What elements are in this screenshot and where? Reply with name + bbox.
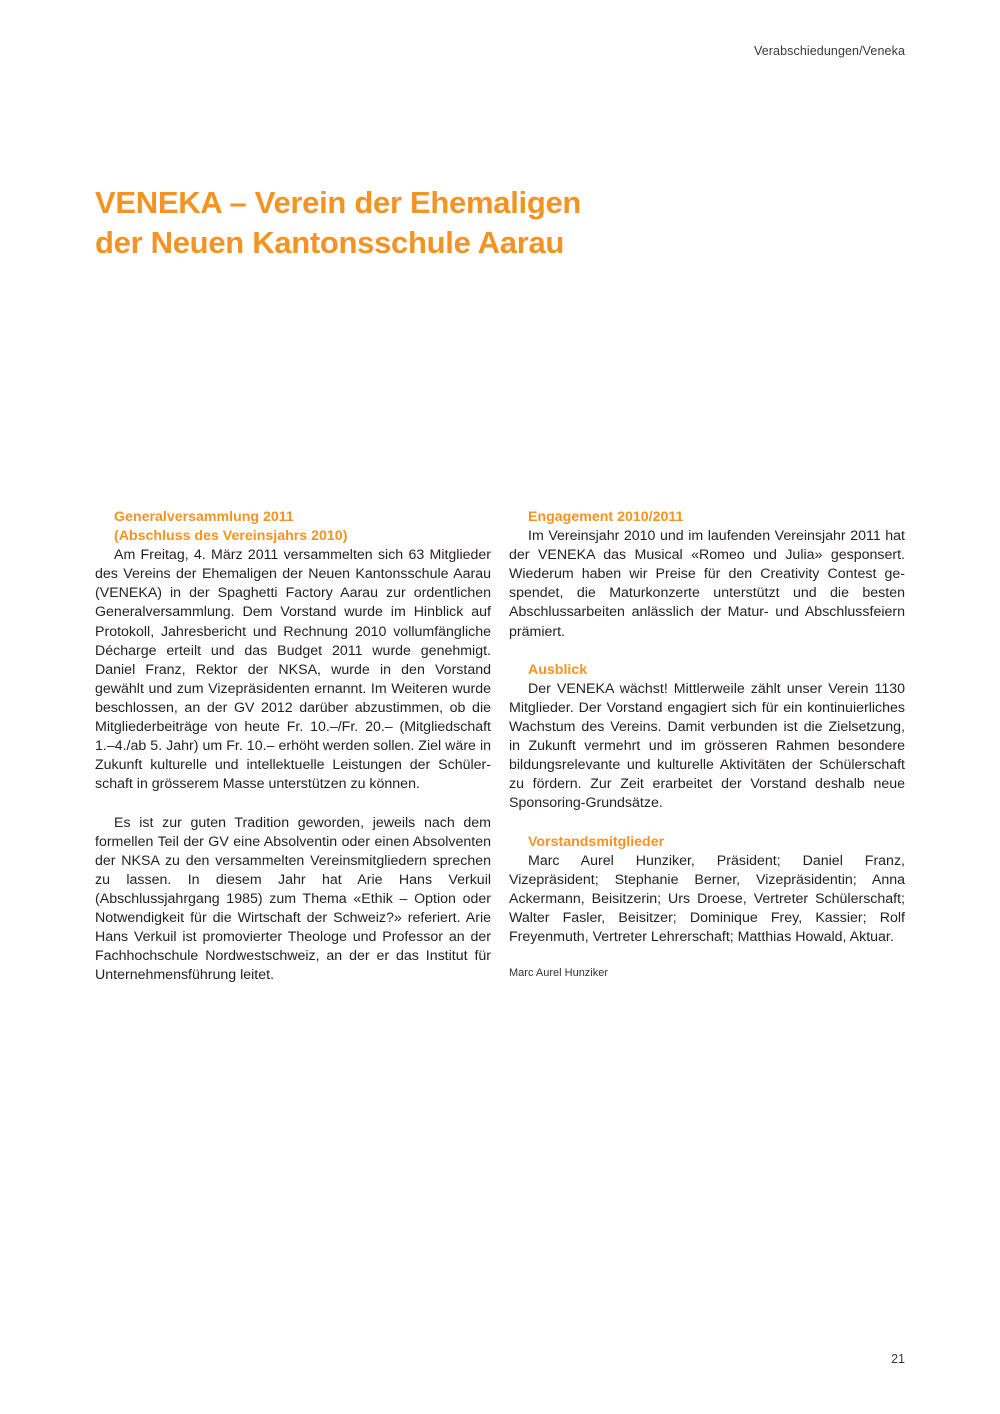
section-heading-engagement: Engagement 2010/2011: [528, 509, 684, 525]
heading-line-1: Generalversammlung 2011: [114, 509, 294, 525]
section-heading-vorstand: Vorstandsmitglieder: [528, 833, 665, 850]
paragraph-tradition: Es ist zur guten Tradition geworden, jeweils nach dem formellen Teil der GV eine Absolventin oder einen Absolventen der NKSA zu den versammelten Vereinsmitgliedern sprechen zu lassen. In diesem Jahr hat Arie Hans Verkuil (Abschlussjahrgang 1985) zum Thema «Ethik – Option oder Notwendigkeit für die Wirtschaft der Schweiz?» referiert. Arie Hans Verkuil ist promovierter Theologe und Professor an der Fachhochschule Nordwestschweiz, an der er das Institut für Unternehmensführung leitet.: [95, 814, 491, 984]
page-number: 21: [891, 1352, 905, 1366]
author-signature: Marc Aurel Hunziker: [509, 967, 609, 980]
paragraph-generalversammlung: Am Freitag, 4. März 2011 versammelten sich 63 Mitglieder des Vereins der Ehemaligen der Neuen Kantonsschule Aarau (VENEKA) in der Spaghetti Factory Aarau zur ordentlichen Generalversammlung. Dem Vorstand wurde im Hinblick auf Protokoll, Jahresbericht und Rechnung 2010 vollumfängliche Décharge erteilt und das Budget 2011 wurde genehmigt. Daniel Franz, Rektor der NKSA, wurde in den Vorstand gewählt und zum Vizepräsidenten ernannt. Im Weiteren wurde beschlossen, an der GV 2012 darüber abzustimmen, ob die Mitgliederbeiträge von heute Fr. 10.–/Fr. 20.– (Mitgliedschaft 1.–4./ab 5. Jahr) um Fr. 10.– erhöht werden sollen. Ziel wäre in Zukunft kulturelle und intellektuelle Leistungen der Schülerschaft in grösserem Masse unterstützen zu können.: [95, 547, 491, 793]
page-title: [95, 183, 795, 263]
section-heading-ausblick: Ausblick: [528, 661, 588, 678]
paragraph-vorstand: Marc Aurel Hunziker, Präsident; Daniel Franz, Vizepräsident; Stephanie Berner, Vizepräsidentin; Anna Ackermann, Beisitzerin; Urs Droese, Vertreter Schülerschaft; Walter Fasler, Beisitzer; Dominique Frey, Kassier; Rolf Freyenmuth, Vertreter Lehrerschaft; Matthias Howald, Aktuar.: [509, 852, 905, 946]
running-header: Verabschiedungen/Veneka: [753, 44, 905, 58]
paragraph-spacer: [509, 642, 905, 661]
right-column: [509, 508, 905, 980]
left-column: [95, 508, 491, 985]
paragraph-spacer: [95, 794, 491, 813]
paragraph-engagement: Im Vereinsjahr 2010 und im laufenden Vereinsjahr 2011 hat der VENEKA das Musical «Romeo und Julia» gesponsert. Wiederum haben wir Preise für den Creativity Contest gespendet, die Maturkonzerte unterstützt und die besten Abschlussarbeiten anlässlich der Matur- und Abschlussfeiern prämiert.: [509, 528, 905, 640]
page-title-line-2: der Neuen Kantonsschule Aarau: [95, 225, 565, 260]
heading-line-2: (Abschluss des Vereinsjahrs 2010): [114, 528, 348, 545]
paragraph-ausblick: Der VENEKA wächst! Mittlerweile zählt unser Verein 1130 Mitglieder. Der Vorstand engagiert sich für ein kontinuierliches Wachstum des Vereins. Damit verbunden ist die Zielsetzung, in Zukunft vermehrt und im grösseren Rahmen besondere bildungsrelevante und kulturelle Aktivitäten der Schülerschaft zu fördern. Zur Zeit erarbeitet der Vorstand deshalb neue Sponsoring-Grundsätze.: [509, 680, 905, 812]
page-title-line-1: VENEKA – Verein der Ehemaligen: [95, 185, 582, 220]
paragraph-spacer: [509, 814, 905, 833]
section-heading-generalversammlung: [95, 508, 491, 546]
